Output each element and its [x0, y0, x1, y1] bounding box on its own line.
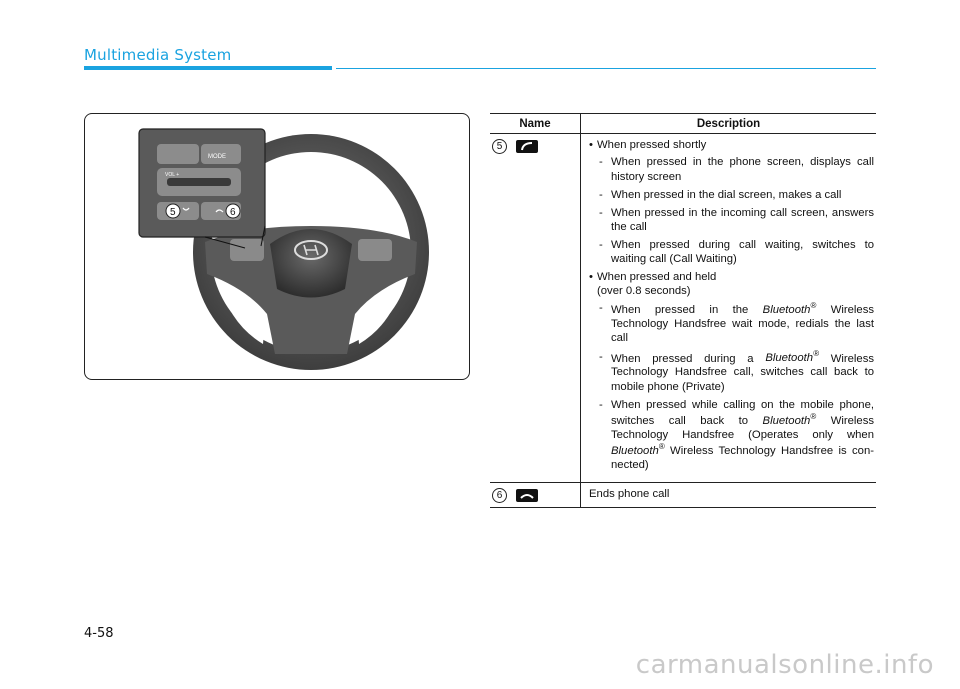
column-header-description: Description — [581, 114, 877, 134]
list-item: - When pressed in the dial screen, makes a call — [597, 188, 874, 202]
table-row — [490, 482, 876, 507]
vol-label: VOL + — [165, 172, 180, 178]
left-control-cluster — [230, 239, 264, 261]
list-item: - When pressed during a Bluetooth® Wireless Technology Handsfree call, switches call back to mobile phone (Private) — [597, 350, 874, 394]
list-item: - When pressed during call waiting, switches to waiting call (Call Waiting) — [597, 238, 874, 266]
item-number: 5 — [492, 139, 507, 154]
steering-wheel-illustration — [85, 114, 469, 379]
list-item: - When pressed while calling on the mobile phone, switches call back to Bluetooth® Wireless Technology Handsfree (Operates only when Bluetooth® Wireless Technology Handsfree is con- nected) — [597, 398, 874, 472]
call-answer-icon — [516, 140, 538, 153]
right-control-cluster — [358, 239, 392, 261]
call-end-icon — [516, 489, 538, 502]
airbag-hub — [270, 229, 352, 298]
table-row — [490, 134, 876, 482]
list-item: • When pressed shortly - When pressed in the phone screen, displays call history screen - When pressed in the dial screen, makes a call - When pressed in the incoming call screen, answers the call - When pressed during call waiting, switches to waiting call (Call Waiting) — [589, 138, 874, 266]
mode-label: MODE — [208, 154, 226, 160]
steering-wheel-figure — [84, 113, 470, 380]
section-title: Multimedia System — [84, 46, 232, 64]
header-rule-thin — [336, 68, 876, 69]
description-cell — [581, 134, 877, 482]
list-item: • When pressed and held (over 0.8 seconds) - When pressed in the Bluetooth® Wireless Technology Handsfree wait mode, redials the last call - When pressed during a Bluetooth® Wireless Technology Handsfree call, switches call back to mobile phone (Private) - When pressed while calling on the mobile phone, switches call back to Bluetooth® Wireless Technology Handsfree (Operates only when Bluetooth® Wireless Technology Handsfree is con- nected) — [589, 270, 874, 471]
column-header-name: Name — [490, 114, 581, 134]
watermark: carmanualsonline.info — [635, 650, 934, 680]
description-cell: Ends phone call — [581, 482, 877, 507]
list-item: - When pressed in the Bluetooth® Wireless Technology Handsfree wait mode, redials the last call — [597, 301, 874, 345]
list-item: - When pressed in the phone screen, displays call history screen — [597, 155, 874, 183]
name-cell — [490, 482, 581, 507]
callout-6-label: 6 — [230, 207, 236, 218]
list-item: - When pressed in the incoming call screen, answers the call — [597, 206, 874, 234]
header-rule-thick — [84, 66, 332, 70]
button-description-table — [490, 113, 876, 508]
name-cell — [490, 134, 581, 482]
page-number: 4-58 — [84, 626, 114, 641]
callout-5-label: 5 — [170, 207, 176, 218]
item-number: 6 — [492, 488, 507, 503]
